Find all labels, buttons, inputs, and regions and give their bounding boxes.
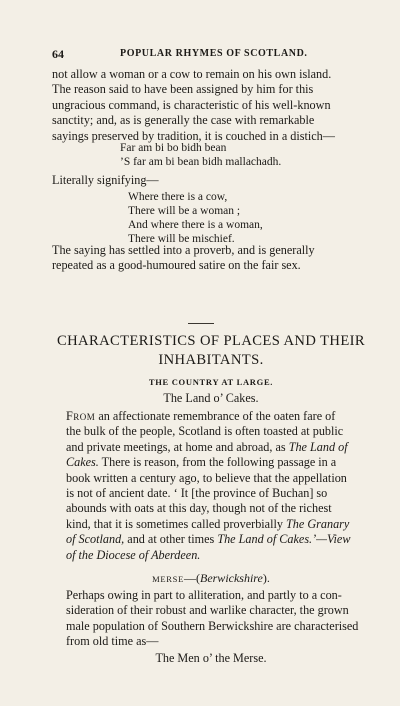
text-line: The saying has settled into a proverb, and is generally (52, 243, 315, 257)
subtitle: The Land o’ Cakes. (163, 391, 259, 405)
text-fragment: and at other times (124, 532, 218, 547)
italic-fragment: Cakes. (66, 455, 99, 470)
text-line (52, 455, 370, 470)
paragraph-merse (52, 588, 370, 650)
text-fragment: There is reason, from the following passage in a (98, 455, 337, 470)
text-line (52, 440, 370, 455)
text-fragment: and private meetings, at home and abroad, as (66, 439, 289, 454)
text-line: book written a century ago, to believe that the appellation (66, 470, 347, 485)
text-line: abounds with oats at this day, though not of the richest (66, 501, 332, 516)
text-line: The reason said to have been assigned by him for this (52, 82, 314, 97)
text-line: sideration of their robust and warlike character, the grown (66, 603, 349, 618)
merse-label: MERSE (152, 574, 184, 584)
italic-fragment: The Land of Cakes.’—View (217, 532, 351, 547)
verse-line: Far am bi bo bidh bean (120, 142, 227, 154)
italic-fragment: The Land of (288, 439, 348, 454)
closing-line: The Men o’ the Merse. (155, 651, 267, 665)
text-line: Perhaps owing in part to alliteration, and partly to a con- (66, 588, 342, 602)
italic-fragment: The Granary (286, 516, 350, 531)
text-line (52, 517, 370, 532)
text-line: ungracious command, is characteristic of his well-known (52, 97, 331, 112)
verse-line: Where there is a cow, (128, 191, 228, 203)
title-line: CHARACTERISTICS OF PLACES AND THEIR (56, 333, 366, 349)
text-line: repeated as a good-humoured satire on the fair sex. (52, 258, 301, 273)
text-fragment: an affectionate remembrance of the oaten fare of (95, 409, 336, 423)
verse-line: ’S far am bi bean bidh mallachadh. (120, 156, 282, 168)
italic-fragment: of Scotland, (66, 532, 125, 547)
italic-fragment: Berwickshire (199, 571, 263, 585)
english-verse (128, 190, 263, 246)
section-divider (188, 323, 214, 324)
lead-word: From (66, 409, 96, 423)
merse-heading (52, 571, 370, 586)
text-fragment: kind, that it is sometimes called proverbially (66, 516, 287, 531)
text-line: not allow a woman or a cow to remain on his own island. (52, 67, 332, 81)
paragraph-land-of-cakes (52, 409, 370, 563)
italic-fragment: of the Diocese of Aberdeen. (66, 547, 201, 562)
paragraph-distich-intro (52, 67, 370, 144)
text-line (52, 409, 370, 424)
title-line: INHABITANTS. (158, 352, 264, 368)
text-line: male population of Southern Berwickshire are characterised (66, 618, 359, 633)
literally-line: Literally signifying— (52, 173, 159, 187)
verse-line: There will be mischief. (128, 233, 235, 245)
text-line: is not of ancient date. ‘ It [the province of Buchan] so (66, 486, 328, 501)
verse-line: And where there is a woman, (128, 219, 263, 231)
text-line (52, 532, 370, 547)
text-fragment: ). (262, 571, 270, 585)
verse-line: There will be a woman ; (128, 205, 241, 217)
page-number: 64 (52, 47, 64, 61)
text-line: from old time as— (66, 634, 159, 649)
paragraph-proverb (52, 243, 370, 274)
text-line: sanctity; and, as is generally the case with remarkable (52, 113, 315, 128)
text-fragment: —( (183, 571, 200, 585)
text-line (52, 548, 370, 563)
section-title (52, 332, 370, 370)
page-header (52, 47, 362, 63)
subheading: THE COUNTRY AT LARGE. (148, 377, 274, 387)
text-line: sayings preserved by tradition, it is couched in a distich— (52, 128, 335, 143)
text-line: the bulk of the people, Scotland is often toasted at public (66, 424, 344, 439)
gaelic-verse (120, 141, 281, 169)
running-head: POPULAR RHYMES OF SCOTLAND. (120, 48, 308, 59)
